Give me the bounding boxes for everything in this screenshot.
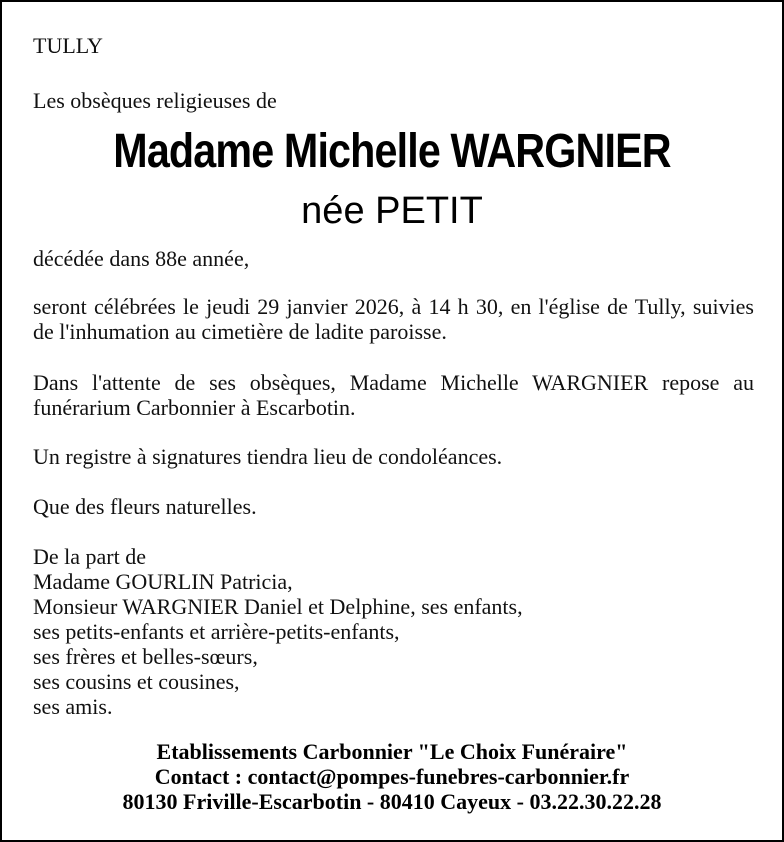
maiden-name: née PETIT	[301, 190, 483, 232]
family-list	[33, 544, 523, 719]
intro-text: Les obsèques religieuses de	[33, 88, 277, 113]
age-text: décédée dans 88e année,	[33, 246, 250, 271]
registry-paragraph: Un registre à signatures tiendra lieu de condoléances.	[33, 444, 503, 469]
family-line: ses frères et belles-sœurs,	[33, 644, 258, 669]
family-line: Madame GOURLIN Patricia,	[33, 569, 293, 594]
town-heading: TULLY	[33, 33, 103, 58]
company-name: Etablissements Carbonnier "Le Choix Funéraire"	[156, 739, 628, 764]
flowers-paragraph: Que des fleurs naturelles.	[33, 494, 257, 519]
rest-paragraph: Dans l'attente de ses obsèques, Madame Michelle WARGNIER repose au funérarium Carbonnier à Escarbotin.	[33, 370, 754, 420]
family-line: De la part de	[33, 544, 146, 569]
family-line: ses petits-enfants et arrière-petits-enfants,	[33, 619, 400, 644]
family-line: Monsieur WARGNIER Daniel et Delphine, ses enfants,	[33, 594, 523, 619]
ceremony-paragraph: seront célébrées le jeudi 29 janvier 2026, à 14 h 30, en l'église de Tully, suivies de l'inhumation au cimetière de ladite paroisse.	[33, 294, 754, 344]
family-line: ses cousins et cousines,	[33, 669, 240, 694]
address-phone: 80130 Friville-Escarbotin - 80410 Cayeux - 03.22.30.22.28	[122, 789, 662, 814]
funeral-home-footer	[2, 739, 782, 814]
deceased-name: Madame Michelle WARGNIER	[113, 125, 671, 178]
family-line: ses amis.	[33, 694, 113, 719]
contact-email: Contact : contact@pompes-funebres-carbonnier.fr	[154, 764, 630, 789]
